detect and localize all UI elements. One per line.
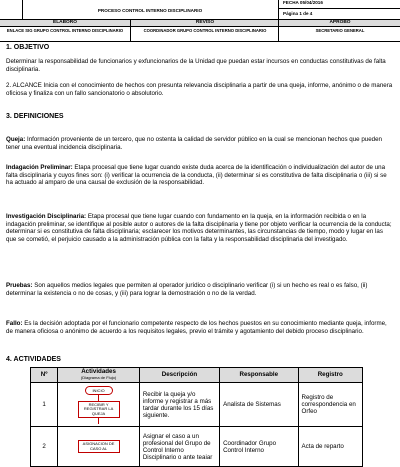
actividades-sublabel: (Diagrama de Flujo)	[80, 375, 117, 380]
indagacion-term: Indagación Preliminar:	[6, 164, 73, 171]
flow-process-node: RECIBIR Y REGISTRAR LA QUEJA	[78, 401, 120, 419]
col-header-actividades	[58, 368, 140, 383]
flow-cell	[58, 383, 140, 427]
definiciones-heading: 3. DEFINICIONES	[6, 113, 64, 120]
definition-indagacion	[6, 164, 394, 187]
reviso-label: REVISO	[131, 20, 279, 27]
col-header-num: Nº	[31, 368, 58, 383]
aprobo-value: SECRETARIO GENERAL	[315, 28, 365, 33]
approval-row	[0, 19, 400, 42]
activities-table	[30, 367, 363, 467]
table-row	[31, 427, 363, 467]
table-header-row	[31, 368, 363, 383]
process-title: PROCESO CONTROL INTERNO DISCIPLINARIO	[97, 8, 203, 13]
reviso-value: COORDINADOR GRUPO CONTROL INTERNO DISCIPLINARIO	[143, 28, 267, 33]
logo-cell	[0, 0, 23, 19]
record-cell: Acta de reparto	[298, 427, 363, 467]
definition-investigacion	[6, 213, 394, 243]
fallo-text: Es la decisión adoptada por el funcionario competente respecto de los hechos puestos en su conocimiento mediante queja, informe, de manera oficiosa o anónimo de acuerdo a los requisitos legales, previo el trámite y agotamiento del debido proceso disciplinario.	[6, 320, 387, 335]
aprobo-cell	[278, 20, 400, 41]
page-number: Página 1 de 4	[283, 11, 313, 16]
definition-queja	[6, 136, 394, 151]
flow-cell	[58, 427, 140, 467]
col-header-responsable: Responsable	[220, 368, 298, 383]
elaboro-value: ENLACE SIG GRUPO CONTROL INTERNO DISCIPLINARIO	[6, 28, 124, 33]
objetivo-heading: 1. OBJETIVO	[6, 44, 50, 51]
investigacion-term: Investigación Disciplinaria:	[6, 213, 87, 220]
title-cell	[22, 0, 278, 19]
responsible-cell: Analista de Sistemas	[220, 383, 298, 427]
elaboro-cell	[0, 20, 130, 41]
objetivo-text: Determinar la responsabilidad de funcionarios y exfuncionarios de la Unidad que puedan estar incursos en conductas constitutivas de falta disciplinaria.	[6, 58, 386, 73]
description-cell: Recibir la queja y/o informe y registrar a más tardar durante los 15 días siguiente.	[139, 383, 219, 427]
pruebas-term: Pruebas:	[6, 282, 33, 289]
table-row	[31, 383, 363, 427]
queja-term: Queja:	[6, 136, 26, 143]
flow-start-node: INICIO	[85, 386, 113, 395]
document-date: FECHA 05/04/2016	[283, 0, 323, 5]
queja-text: Información proveniente de un tercero, que no ostenta la calidad de servidor público en la cual se mencionan hechos que pueden tener una eventual incidencia disciplinaria.	[6, 136, 382, 151]
date-cell	[278, 0, 400, 19]
definition-pruebas	[6, 282, 394, 297]
description-cell: Asignar el caso a un profesional del Grupo de Control Interno Disciplinario o ante teaiar	[139, 427, 219, 467]
actividades-heading: 4. ACTIVIDADES	[6, 356, 61, 363]
col-header-registro: Registro	[298, 368, 363, 383]
indagacion-text: Etapa procesal que tiene lugar cuando existe duda acerca de la identificación o individualización del autor de una falta disciplinaria y cuyos fines son: (i) verificar la ocurrencia de la conducta, (ii) determinar si es constitutiva de falta disciplinaria o (iii) si se ha actuado al amparo de una causal de exclusión de la responsabilidad.	[6, 164, 387, 187]
flow-arrow	[98, 418, 99, 424]
col-header-descripcion: Descripción	[139, 368, 219, 383]
pruebas-text: Son aquellos medios legales que permiten al operador jurídico o disciplinario verificar (i) si un hecho es real o es falso, (ii) determinar la existencia o no de cosas, y (iii) para lograr la demostración o no de la verdad.	[6, 282, 368, 297]
row-number: 1	[31, 383, 58, 427]
actividades-label: Actividades	[81, 367, 116, 375]
row-number: 2	[31, 427, 58, 467]
document-header	[0, 0, 400, 19]
responsible-cell: Coordinador Grupo Control Interno	[220, 427, 298, 467]
reviso-cell	[130, 20, 279, 41]
aprobo-label: APROBO	[279, 20, 400, 27]
definition-fallo	[6, 320, 394, 335]
fallo-term: Fallo:	[6, 320, 23, 327]
alcance-text: 2. ALCANCE Inicia con el conocimiento de hechos con presunta relevancia disciplinaria a partir de una queja, informe, anónimo o de manera oficiosa y finaliza con un fallo sancionatorio o absolutorio.	[6, 82, 393, 97]
divider	[279, 8, 400, 9]
elaboro-label: ELABORO	[0, 20, 130, 27]
record-cell: Registro de correspondencia en Orfeo	[298, 383, 363, 427]
flow-process-node: ASIGNACION DE CASO AL	[78, 440, 120, 453]
investigacion-text: Etapa procesal que tiene lugar cuando con fundamento en la queja, en la información recibida o en la indagación preliminar, se identifique al posible autor o autores de la falta disciplinaria y tiene por objeto verificar la ocurrencia de la conducta; determinar si es constitutiva de falta disciplinaria; esclarecer los motivos determinantes, las circunstancias de tiempo, modo y lugar en las que se cometió, el perjuicio causado a la administración pública con la falta y la responsabilidad disciplinaria del investigado.	[6, 213, 392, 243]
